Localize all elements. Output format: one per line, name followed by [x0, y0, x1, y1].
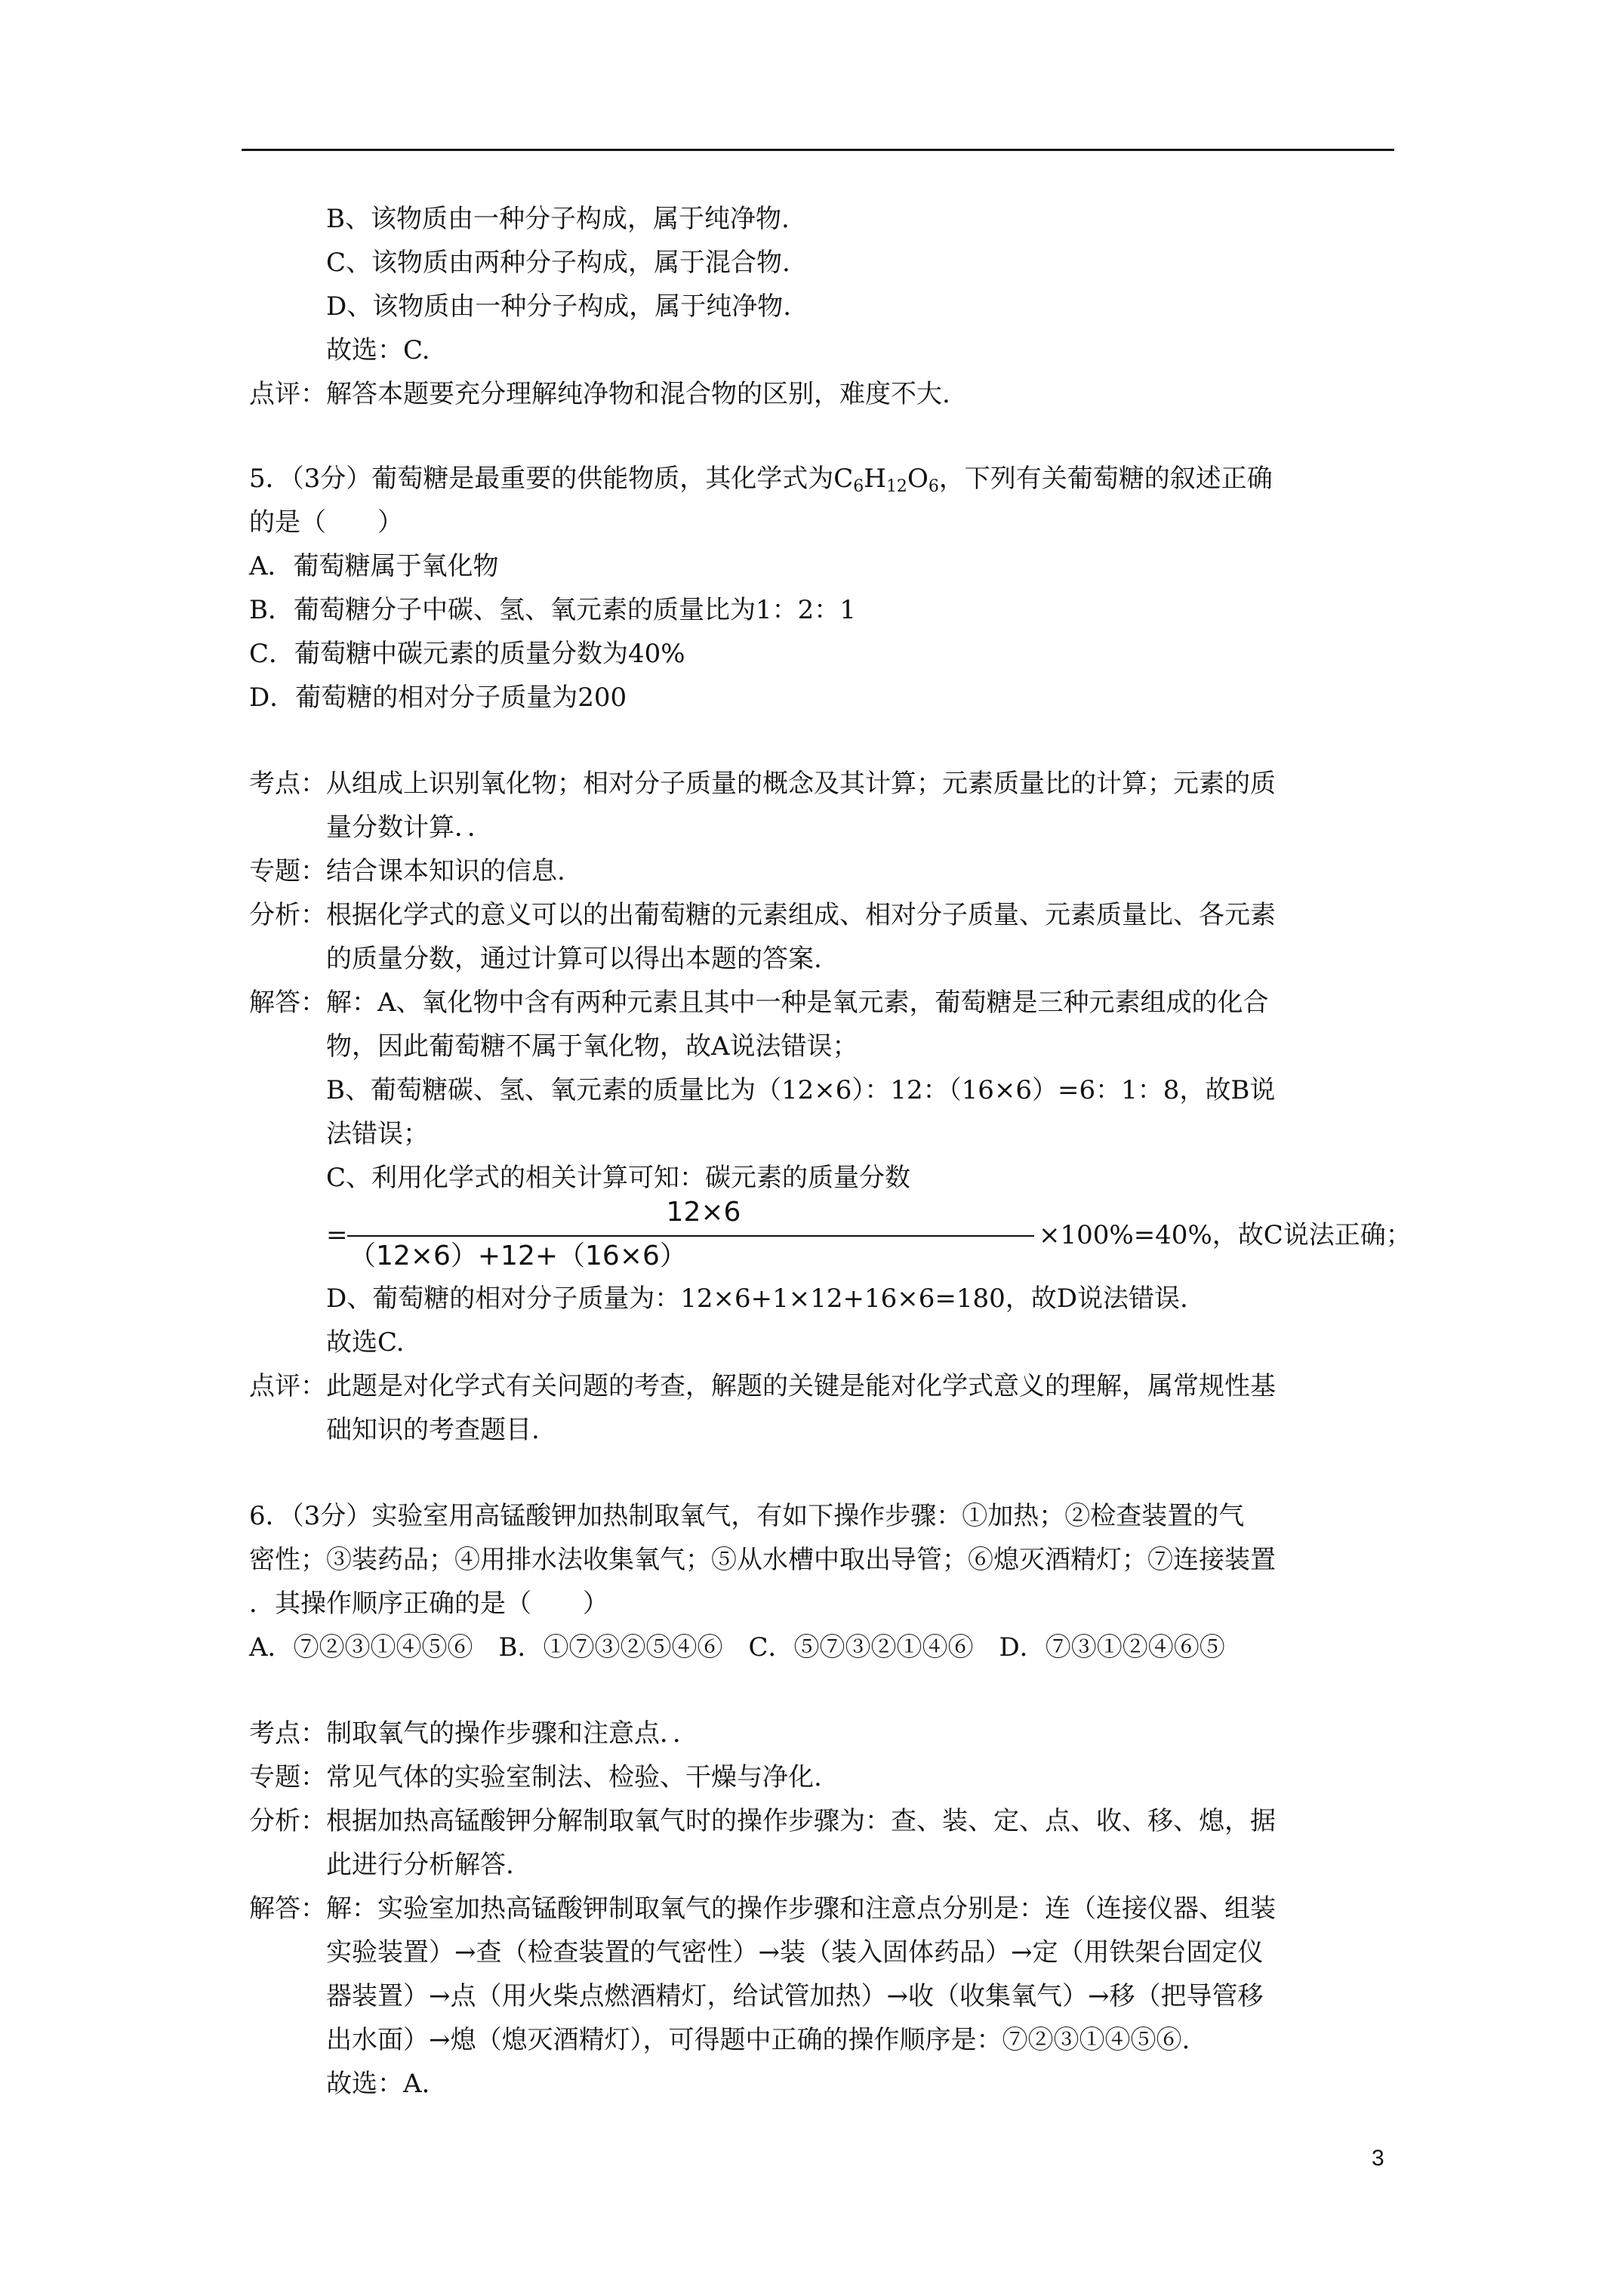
q5-jieda-line2: 物，因此葡萄糖不属于氧化物，故A说法错误；	[326, 1031, 858, 1062]
q5-kaodian-cont: 量分数计算．．	[326, 812, 493, 843]
mass-fraction-formula	[326, 1196, 1412, 1279]
q5-jieda-line3: B、葡萄糖碳、氢、氧元素的质量比为（12×6）：12：（16×6）=6：1：8，故B说	[326, 1075, 1276, 1105]
q5-jieda-line6: D、葡萄糖的相对分子质量为：12×6+1×12+16×6=180，故D说法错误.	[326, 1284, 1188, 1314]
q6-stem-line3: ．其操作顺序正确的是（ ）	[249, 1589, 608, 1619]
q5-jieda-line4: 法错误；	[326, 1119, 429, 1149]
q6-jieda: 解答：解：实验室加热高锰酸钾制取氧气的操作步骤和注意点分别是：连（连接仪器、组装	[249, 1894, 1276, 1924]
prev-option-c: C、该物质由两种分子构成，属于混合物.	[326, 248, 790, 278]
q5-dianping: 点评：此题是对化学式有关问题的考查，解题的关键是能对化学式意义的理解，属常规性基	[249, 1371, 1276, 1401]
q6-zhuanti: 专题：常见气体的实验室制法、检验、干燥与净化.	[249, 1762, 822, 1792]
fraction-bar	[347, 1235, 1034, 1237]
q6-stem-line1: 6．（3分）实验室用高锰酸钾加热制取氧气，有如下操作步骤：①加热；②检查装置的气	[249, 1501, 1245, 1531]
q5-dianping-cont: 础知识的考查题目.	[326, 1415, 540, 1445]
q5-stem-line2: 的是（ ）	[249, 507, 403, 538]
q5-jieda-choice: 故选C.	[326, 1327, 405, 1358]
q6-jieda-line3: 器装置）→点（用火柴点燃酒精灯，给试管加热）→收（收集氧气）→移（把导管移	[326, 1981, 1264, 2011]
q6-options: A．⑦②③①④⑤⑥ B．①⑦③②⑤④⑥ C．⑤⑦③②①④⑥ D．⑦③①②④⑥⑤	[249, 1632, 1225, 1663]
q5-kaodian: 考点：从组成上识别氧化物；相对分子质量的概念及其计算；元素质量比的计算；元素的质	[249, 769, 1276, 799]
q5-jieda-line5: C、利用化学式的相关计算可知：碳元素的质量分数	[326, 1163, 911, 1193]
q6-jieda-line2: 实验装置）→查（检查装置的气密性）→装（装入固体药品）→定（用铁架台固定仪	[326, 1937, 1264, 1968]
q5-option-c: C．葡萄糖中碳元素的质量分数为40%	[249, 639, 685, 669]
prev-option-b: B、该物质由一种分子构成，属于纯净物.	[326, 204, 790, 234]
q5-option-a: A．葡萄糖属于氧化物	[249, 551, 499, 581]
prev-option-d: D、该物质由一种分子构成，属于纯净物.	[326, 291, 792, 322]
q5-zhuanti: 专题：结合课本知识的信息.	[249, 856, 565, 886]
q6-fenxi: 分析：根据加热高锰酸钾分解制取氧气时的操作步骤为：查、装、定、点、收、移、熄，据	[249, 1806, 1276, 1836]
formula-denominator: （12×6）+12+（16×6）	[349, 1240, 687, 1271]
q5-option-d: D．葡萄糖的相对分子质量为200	[249, 683, 627, 713]
formula-result: ×100%=40%，故C说法正确；	[1039, 1220, 1412, 1250]
q6-jieda-choice: 故选：A.	[326, 2069, 430, 2099]
q6-stem-line2: 密性；③装药品；④用排水法收集氧气；⑤从水槽中取出导管；⑥熄灭酒精灯；⑦连接装置	[249, 1545, 1276, 1575]
q5-jieda: 解答：解：A、氧化物中含有两种元素且其中一种是氧元素，葡萄糖是三种元素组成的化合	[249, 988, 1269, 1018]
formula-numerator: 12×6	[666, 1197, 741, 1228]
page-number: 3	[1372, 2146, 1384, 2171]
formula-equals: =	[326, 1220, 348, 1250]
prev-comment: 点评：解答本题要充分理解纯净物和混合物的区别，难度不大.	[249, 379, 950, 409]
header-rule	[242, 149, 1394, 151]
q5-fenxi-cont: 的质量分数，通过计算可以得出本题的答案.	[326, 944, 822, 974]
q5-option-b: B．葡萄糖分子中碳、氢、氧元素的质量比为1：2：1	[249, 595, 856, 625]
prev-choice: 故选：C.	[326, 335, 430, 365]
q5-fenxi: 分析：根据化学式的意义可以的出葡萄糖的元素组成、相对分子质量、元素质量比、各元素	[249, 900, 1276, 930]
q6-kaodian: 考点：制取氧气的操作步骤和注意点．．	[249, 1718, 698, 1749]
q5-stem-line1: 5．（3分）葡萄糖是最重要的供能物质，其化学式为$C_6H_{12}O_6$，下列有关葡萄糖的叙述正确	[249, 464, 1273, 496]
q6-jieda-line4: 出水面）→熄（熄灭酒精灯），可得题中正确的操作顺序是：⑦②③①④⑤⑥.	[326, 2025, 1190, 2055]
q6-fenxi-cont: 此进行分析解答.	[326, 1850, 514, 1880]
